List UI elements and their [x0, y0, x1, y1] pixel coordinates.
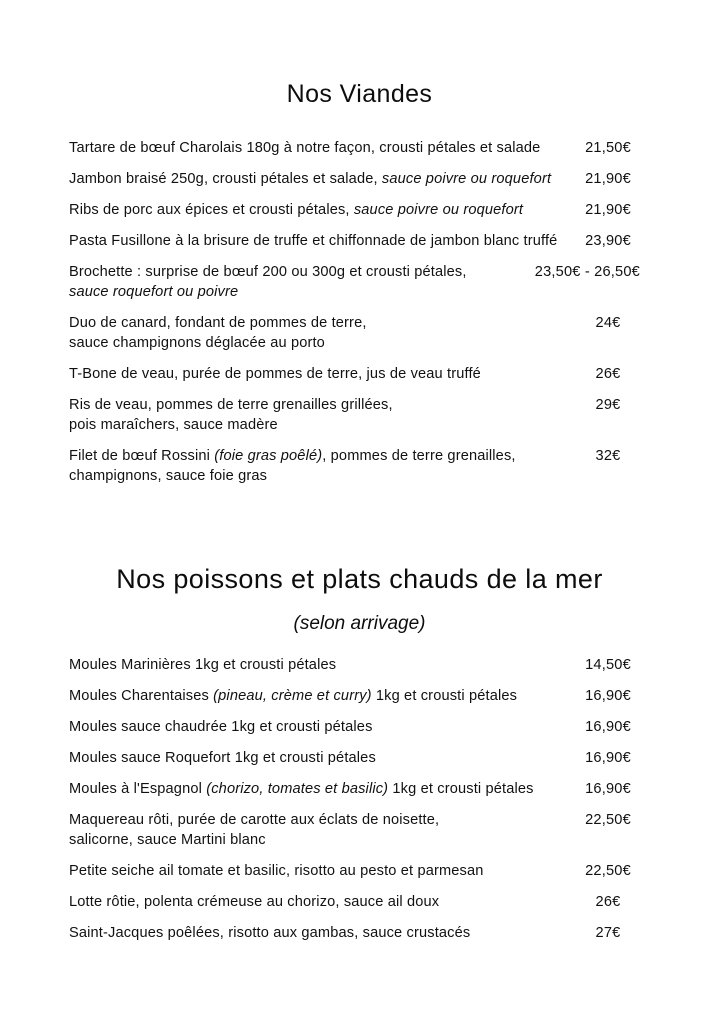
menu-item: [0, 748, 719, 768]
menu-item-name-text: Moules à l'Espagnol: [69, 780, 207, 797]
menu-item-name-text: salicorne, sauce Martini blanc: [69, 831, 266, 848]
menu-item-name-text: Ris de veau, pommes de terre grenailles grillées,: [69, 396, 393, 413]
menu-item-name-text: 1kg et crousti pétales: [371, 687, 518, 704]
menu-item: [0, 313, 719, 353]
menu-item-name: [69, 169, 551, 189]
menu-item: [0, 138, 719, 158]
menu-item-name-emphasis: (foie gras poêlé): [214, 447, 323, 464]
menu-item: [0, 923, 719, 943]
menu-item-name: [69, 138, 540, 158]
menu-item: [0, 262, 719, 302]
menu-item: [0, 861, 719, 881]
menu-item-name-text: Ribs de porc aux épices et crousti pétales,: [69, 201, 354, 218]
menu-item-name: [69, 395, 393, 435]
menu-item-price: [564, 138, 640, 158]
menu-item-name-text: Moules Marinières 1kg et crousti pétales: [69, 656, 337, 673]
menu-item-price-value: 27€: [595, 924, 621, 941]
menu-item-price-value: 21,90€: [585, 170, 631, 187]
menu-item-price: [564, 169, 640, 189]
menu-item-price-value: 16,90€: [585, 780, 631, 797]
menu-item-name-text: Pasta Fusillone à la brisure de truffe et chiffonnade de jambon blanc truffé: [69, 232, 558, 249]
menu-item-name-text: Tartare de bœuf Charolais 180g à notre façon, crousti pétales et salade: [69, 139, 541, 156]
menu-item-name: [69, 446, 516, 486]
menu-item-price-value: 16,90€: [585, 718, 631, 735]
menu-item-price: [564, 395, 640, 415]
menu-item-name-text: pois maraîchers, sauce madère: [69, 416, 278, 433]
menu-item-price: [564, 748, 640, 768]
menu-item-price-value: 22,50€: [585, 862, 631, 879]
menu-item-price: [564, 446, 640, 466]
menu-item-name-text: Moules sauce chaudrée 1kg et crousti pétales: [69, 718, 373, 735]
section-spacer: [0, 497, 719, 545]
menu-item-name-text: champignons, sauce foie gras: [69, 467, 268, 484]
menu-item-price-value: 22,50€: [585, 811, 631, 828]
menu-item-name: [69, 262, 467, 302]
menu-item-price: [564, 810, 640, 830]
menu-item-list-viandes: [0, 138, 719, 486]
menu-item-price-value: 26€: [595, 365, 621, 382]
menu-item-name-text: Maquereau rôti, purée de carotte aux éclats de noisette,: [69, 811, 440, 828]
menu-item: [0, 655, 719, 675]
menu-item-price: [564, 231, 640, 251]
menu-item-name-emphasis: (pineau, crème et curry): [213, 687, 372, 704]
menu-item-price: [564, 200, 640, 220]
menu-item-name: [69, 231, 557, 251]
menu-item-price: [564, 861, 640, 881]
menu-item-price-value: 21,50€: [585, 139, 631, 156]
menu-item-name-text: 1kg et crousti pétales: [388, 780, 534, 797]
menu-item-price-value: 16,90€: [585, 687, 631, 704]
menu-item-name-text: Lotte rôtie, polenta crémeuse au chorizo, sauce ail doux: [69, 893, 440, 910]
menu-item: [0, 892, 719, 912]
menu-item-name-emphasis: sauce poivre ou roquefort: [381, 170, 552, 187]
section-poissons: [0, 563, 719, 943]
menu-item-name-text: sauce champignons déglacée au porto: [69, 334, 325, 351]
menu-item-price-value: 14,50€: [585, 656, 631, 673]
menu-item: [0, 231, 719, 251]
menu-item-name: [69, 717, 373, 737]
menu-item-price-value: 23,50€ - 26,50€: [534, 263, 640, 280]
menu-item-name-text: Filet de bœuf Rossini: [69, 447, 215, 464]
menu-item: [0, 686, 719, 706]
menu-item-price-value: 24€: [595, 314, 621, 331]
menu-item-name-text: Brochette : surprise de bœuf 200 ou 300g et crousti pétales,: [69, 263, 467, 280]
menu-item-name-text: Moules Charentaises: [69, 687, 214, 704]
menu-item: [0, 169, 719, 189]
menu-item: [0, 395, 719, 435]
menu-item-name: [69, 748, 376, 768]
menu-item-name: [69, 779, 534, 799]
section-subheading-poissons: (selon arrivage): [293, 612, 426, 634]
menu-item-price: [564, 313, 640, 333]
menu-item-name: [69, 655, 336, 675]
menu-item-price: [523, 262, 640, 282]
section-heading-poissons: Nos poissons et plats chauds de la mer: [116, 563, 603, 594]
menu-item-name: [69, 686, 517, 706]
menu-item: [0, 779, 719, 799]
menu-item-name-text: Duo de canard, fondant de pommes de terre,: [69, 314, 367, 331]
menu-item-price: [564, 655, 640, 675]
menu-item-price-value: 32€: [595, 447, 621, 464]
menu-item-name: [69, 861, 484, 881]
menu-item-list-poissons: [0, 655, 719, 943]
menu-item-name: [69, 810, 439, 850]
menu-item: [0, 446, 719, 486]
menu-item-price: [564, 717, 640, 737]
menu-item-name-emphasis: (chorizo, tomates et basilic): [206, 780, 389, 797]
section-heading-viandes: Nos Viandes: [286, 79, 433, 108]
menu-item: [0, 200, 719, 220]
menu-item-name-text: , pommes de terre grenailles,: [322, 447, 516, 464]
menu-item: [0, 810, 719, 850]
menu-item: [0, 364, 719, 384]
menu-item-price-value: 29€: [595, 396, 621, 413]
menu-item-price-value: 21,90€: [585, 201, 631, 218]
menu-item-price-value: 23,90€: [585, 232, 631, 249]
menu-item-price: [564, 686, 640, 706]
menu-item-name-emphasis: sauce poivre ou roquefort: [353, 201, 524, 218]
menu-item-price-value: 26€: [595, 893, 621, 910]
section-viandes: [0, 17, 719, 486]
menu-item-price: [564, 892, 640, 912]
menu-item-name-text: Moules sauce Roquefort 1kg et crousti pétales: [69, 749, 376, 766]
menu-item: [0, 717, 719, 737]
menu-item-name: [69, 200, 523, 220]
menu-item-name-text: Saint-Jacques poêlées, risotto aux gambas, sauce crustacés: [69, 924, 471, 941]
menu-item-name: [69, 364, 481, 384]
menu-item-name: [69, 923, 470, 943]
menu-item-name-text: T-Bone de veau, purée de pommes de terre, jus de veau truffé: [69, 365, 481, 382]
menu-item-name-text: Petite seiche ail tomate et basilic, risotto au pesto et parmesan: [69, 862, 484, 879]
menu-item-price: [564, 923, 640, 943]
menu-item-price-value: 16,90€: [585, 749, 631, 766]
menu-item-name: [69, 313, 367, 353]
menu-item-name-emphasis: sauce roquefort ou poivre: [69, 283, 239, 300]
menu-item-price: [564, 364, 640, 384]
menu-item-name-text: Jambon braisé 250g, crousti pétales et salade,: [69, 170, 382, 187]
menu-item-name: [69, 892, 439, 912]
menu-item-price: [564, 779, 640, 799]
